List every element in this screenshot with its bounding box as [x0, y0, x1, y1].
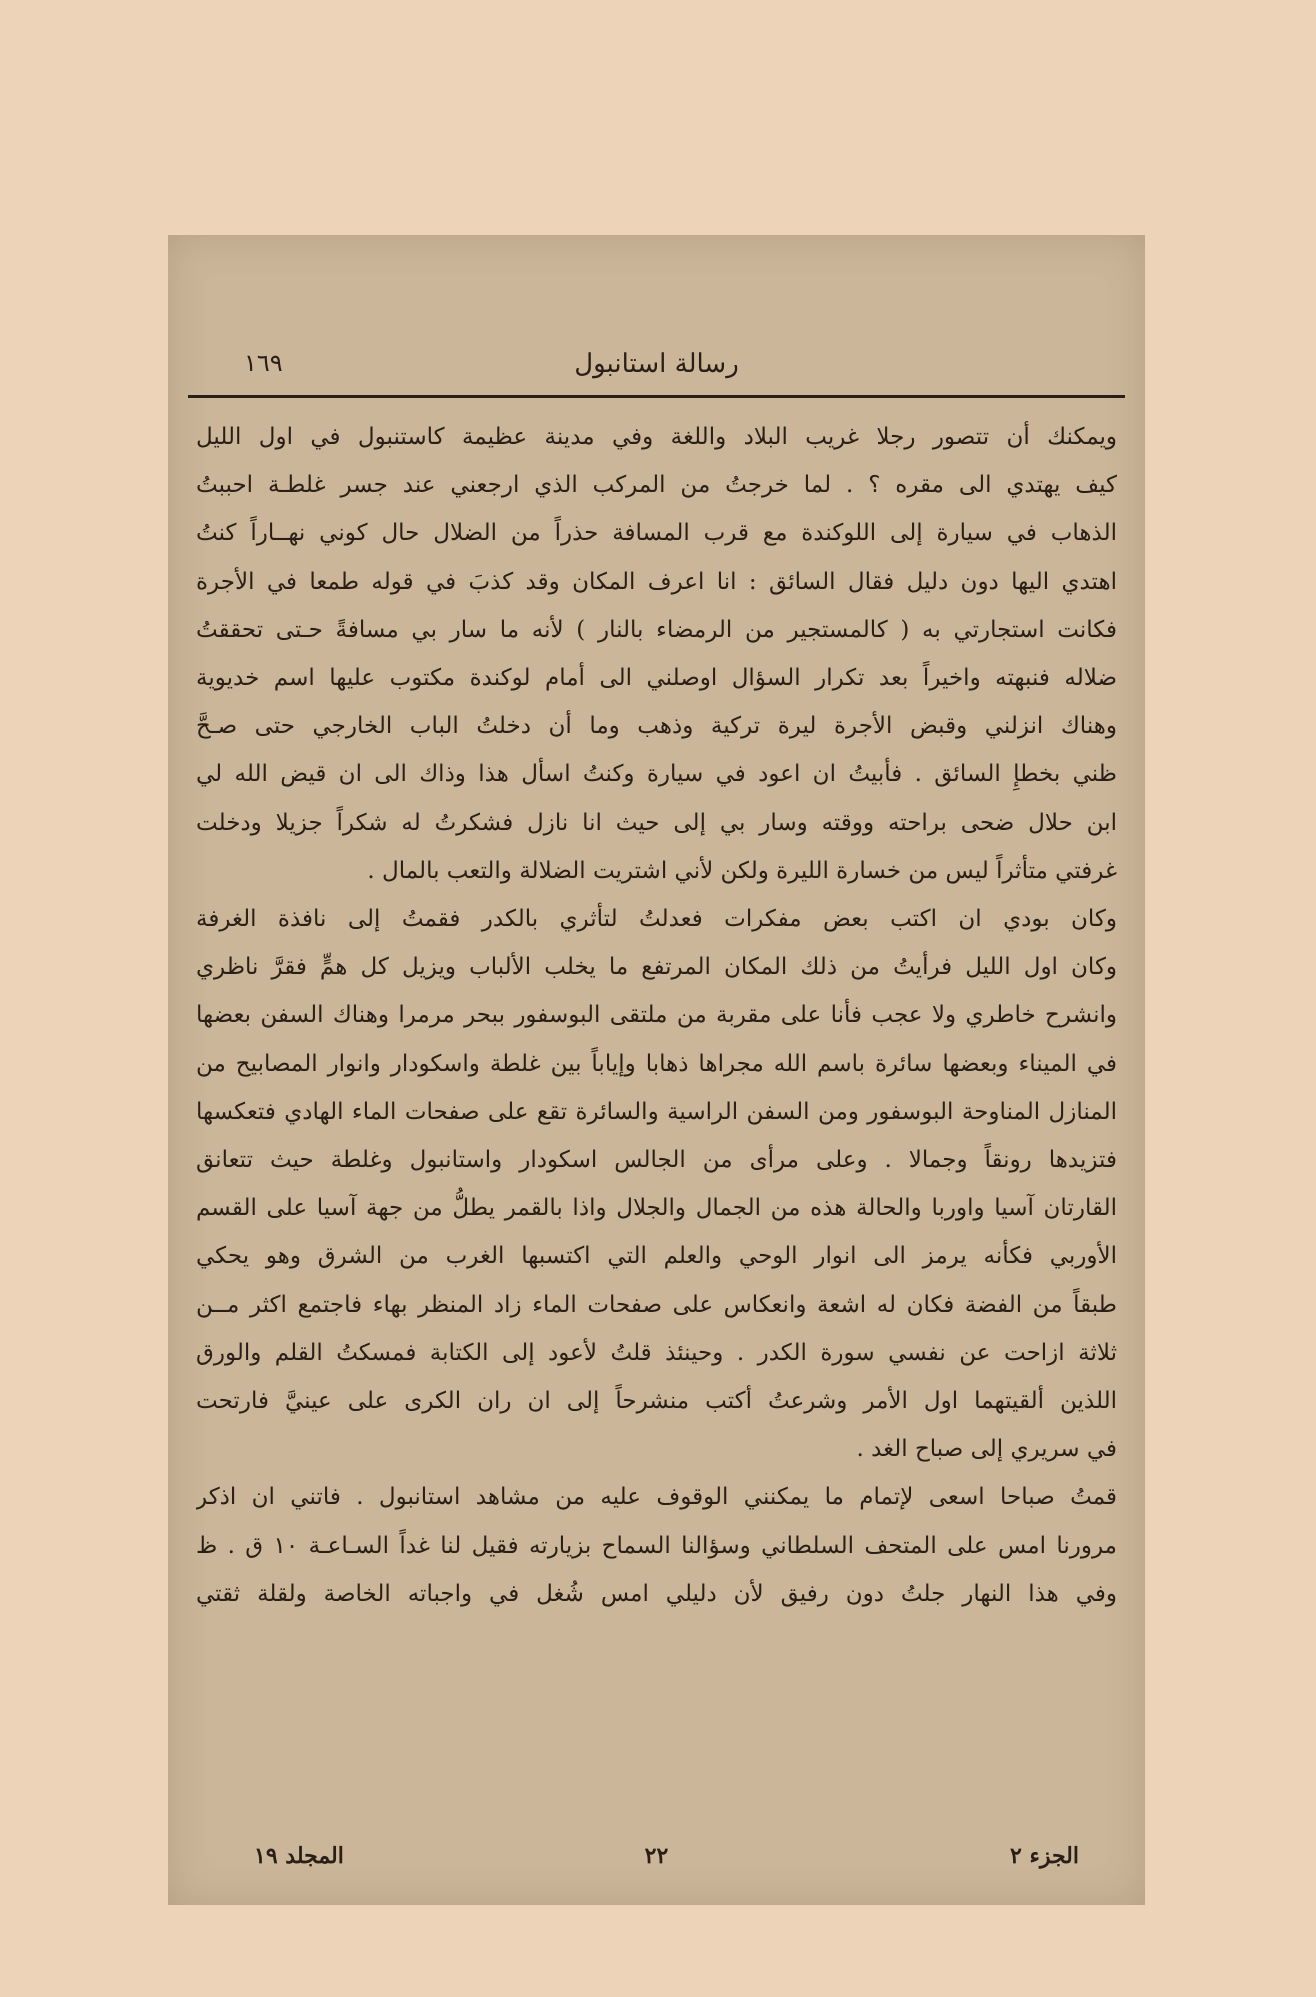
text-line: قمتُ صباحا اسعى لإتمام ما يمكنني الوقوف عليه من مشاهد استانبول . فاتني ان اذكر — [196, 1484, 1117, 1511]
page-title: رسالة استانبول — [574, 349, 739, 379]
text-line: الذهاب في سيارة إلى اللوكندة مع قرب المسافة حذراً من الضلال حال كوني نهــاراً كنتُ — [196, 520, 1117, 547]
text-line: مرورنا امس على المتحف السلطاني وسؤالنا السماح بزيارته فقيل لنا غداً السـاعـة ١٠ ق . ظ — [196, 1532, 1117, 1559]
header-rule — [188, 395, 1125, 398]
text-line: كيف يهتدي الى مقره ؟ . لما خرجتُ من المركب الذي ارجعني عند جسر غلطـة احببتُ — [196, 472, 1117, 499]
text-line: المنازل المناوحة البوسفور ومن السفن الراسية والسائرة تقع على صفحات الماء الهادي فتعكسها — [196, 1098, 1117, 1125]
text-line: اللذين ألقيتهما اول الأمر وشرعتُ أكتب منشرحاً إلى ان ران الكرى على عينيَّ فارتحت — [196, 1388, 1117, 1415]
page-footer — [214, 1843, 1099, 1877]
text-line: وكان بودي ان اكتب بعض مفكرات فعدلتُ لتأثري بالكدر فقمتُ إلى نافذة الغرفة — [196, 906, 1117, 933]
text-line: في الميناء وبعضها سائرة باسم الله مجراها ذهابا وإياباً بين غلطة واسكودار وانوار المصابيح من — [196, 1050, 1117, 1077]
text-line: القارتان آسيا واوربا والحالة هذه من الجمال والجلال واذا بالقمر يطلُّ من جهة آسيا على القسم — [196, 1195, 1117, 1222]
text-line: فتزيدها رونقاً وجمالا . وعلى مرأى من الجالس اسكودار واستانبول وغلطة حيث تتعانق — [196, 1147, 1117, 1174]
page-number: ١٦٩ — [244, 349, 283, 377]
paragraph-3 — [196, 1473, 1117, 1618]
text-line: ويمكنك أن تتصور رجلا غريب البلاد واللغة وفي مدينة عظيمة كاستنبول في اول الليل — [196, 424, 1117, 450]
volume-label: المجلد ١٩ — [254, 1843, 344, 1869]
text-line: وهناك انزلني وقبض الأجرة ليرة تركية وذهب وما أن دخلتُ الباب الخارجي حتى صـحَّ — [196, 713, 1117, 740]
text-line: ظني بخطإِ السائق . فأبيتُ ان اعود في سيارة وكنتُ اسأل هذا وذاك الى ان قيض الله لي — [196, 761, 1117, 788]
text-line: الأوربي فكأنه يرمز الى انوار الوحي والعلم التي اكتسبها الغرب من الشرق وهو يحكي — [196, 1243, 1117, 1270]
paragraph-1 — [196, 413, 1117, 895]
text-line: غرفتي متأثراً ليس من خسارة الليرة ولكن لأني اشتريت الضلالة والتعب بالمال . — [367, 857, 1117, 884]
paragraph-2 — [196, 895, 1117, 1473]
text-line: اهتدي اليها دون دليل فقال السائق : انا اعرف المكان وقد كذبَ في قوله طمعا في الأجرة — [196, 568, 1117, 595]
part-label: الجزء ٢ — [1010, 1843, 1079, 1869]
text-line: ابن حلال ضحى براحته ووقته وسار بي إلى حيث انا نازل فشكرتُ له شكراً جزيلا ودخلت — [196, 809, 1117, 836]
text-line: وانشرح خاطري ولا عجب فأنا على مقربة من ملتقى البوسفور ببحر مرمرا وهناك السفن بعضها — [196, 1002, 1117, 1029]
text-line: وفي هذا النهار جلتُ دون رفيق لأن دليلي امس شُغل في واجباته الخاصة ولقلة ثقتي — [196, 1580, 1117, 1607]
article-body — [196, 413, 1117, 1618]
text-line: فكانت استجارتي به ( كالمستجير من الرمضاء بالنار ) لأنه ما سار بي مسافةً حـتى تحققتُ — [196, 616, 1117, 643]
text-line: طبقاً من الفضة فكان له اشعة وانعكاس على صفحات الماء زاد المنظر بهاء فاجتمع اكثر مــن — [196, 1291, 1117, 1318]
text-line: في سريري إلى صباح الغد . — [856, 1436, 1117, 1463]
text-line: وكان اول الليل فرأيتُ من ذلك المكان المرتفع ما يخلب الألباب ويزيل كل همٍّ فقرَّ ناظري — [196, 954, 1117, 981]
text-line: ثلاثة ازاحت عن نفسي سورة الكدر . وحينئذ قلتُ لأعود إلى الكتابة فمسكتُ القلم والورق — [196, 1339, 1117, 1366]
running-header — [214, 345, 1099, 385]
signature-mark: ٢٢ — [644, 1843, 669, 1869]
scanned-page — [168, 235, 1145, 1905]
text-line: ضلاله فنبهته واخيراً بعد تكرار السؤال اوصلني الى أمام لوكندة مكتوب عليها اسم خديوية — [196, 665, 1117, 692]
